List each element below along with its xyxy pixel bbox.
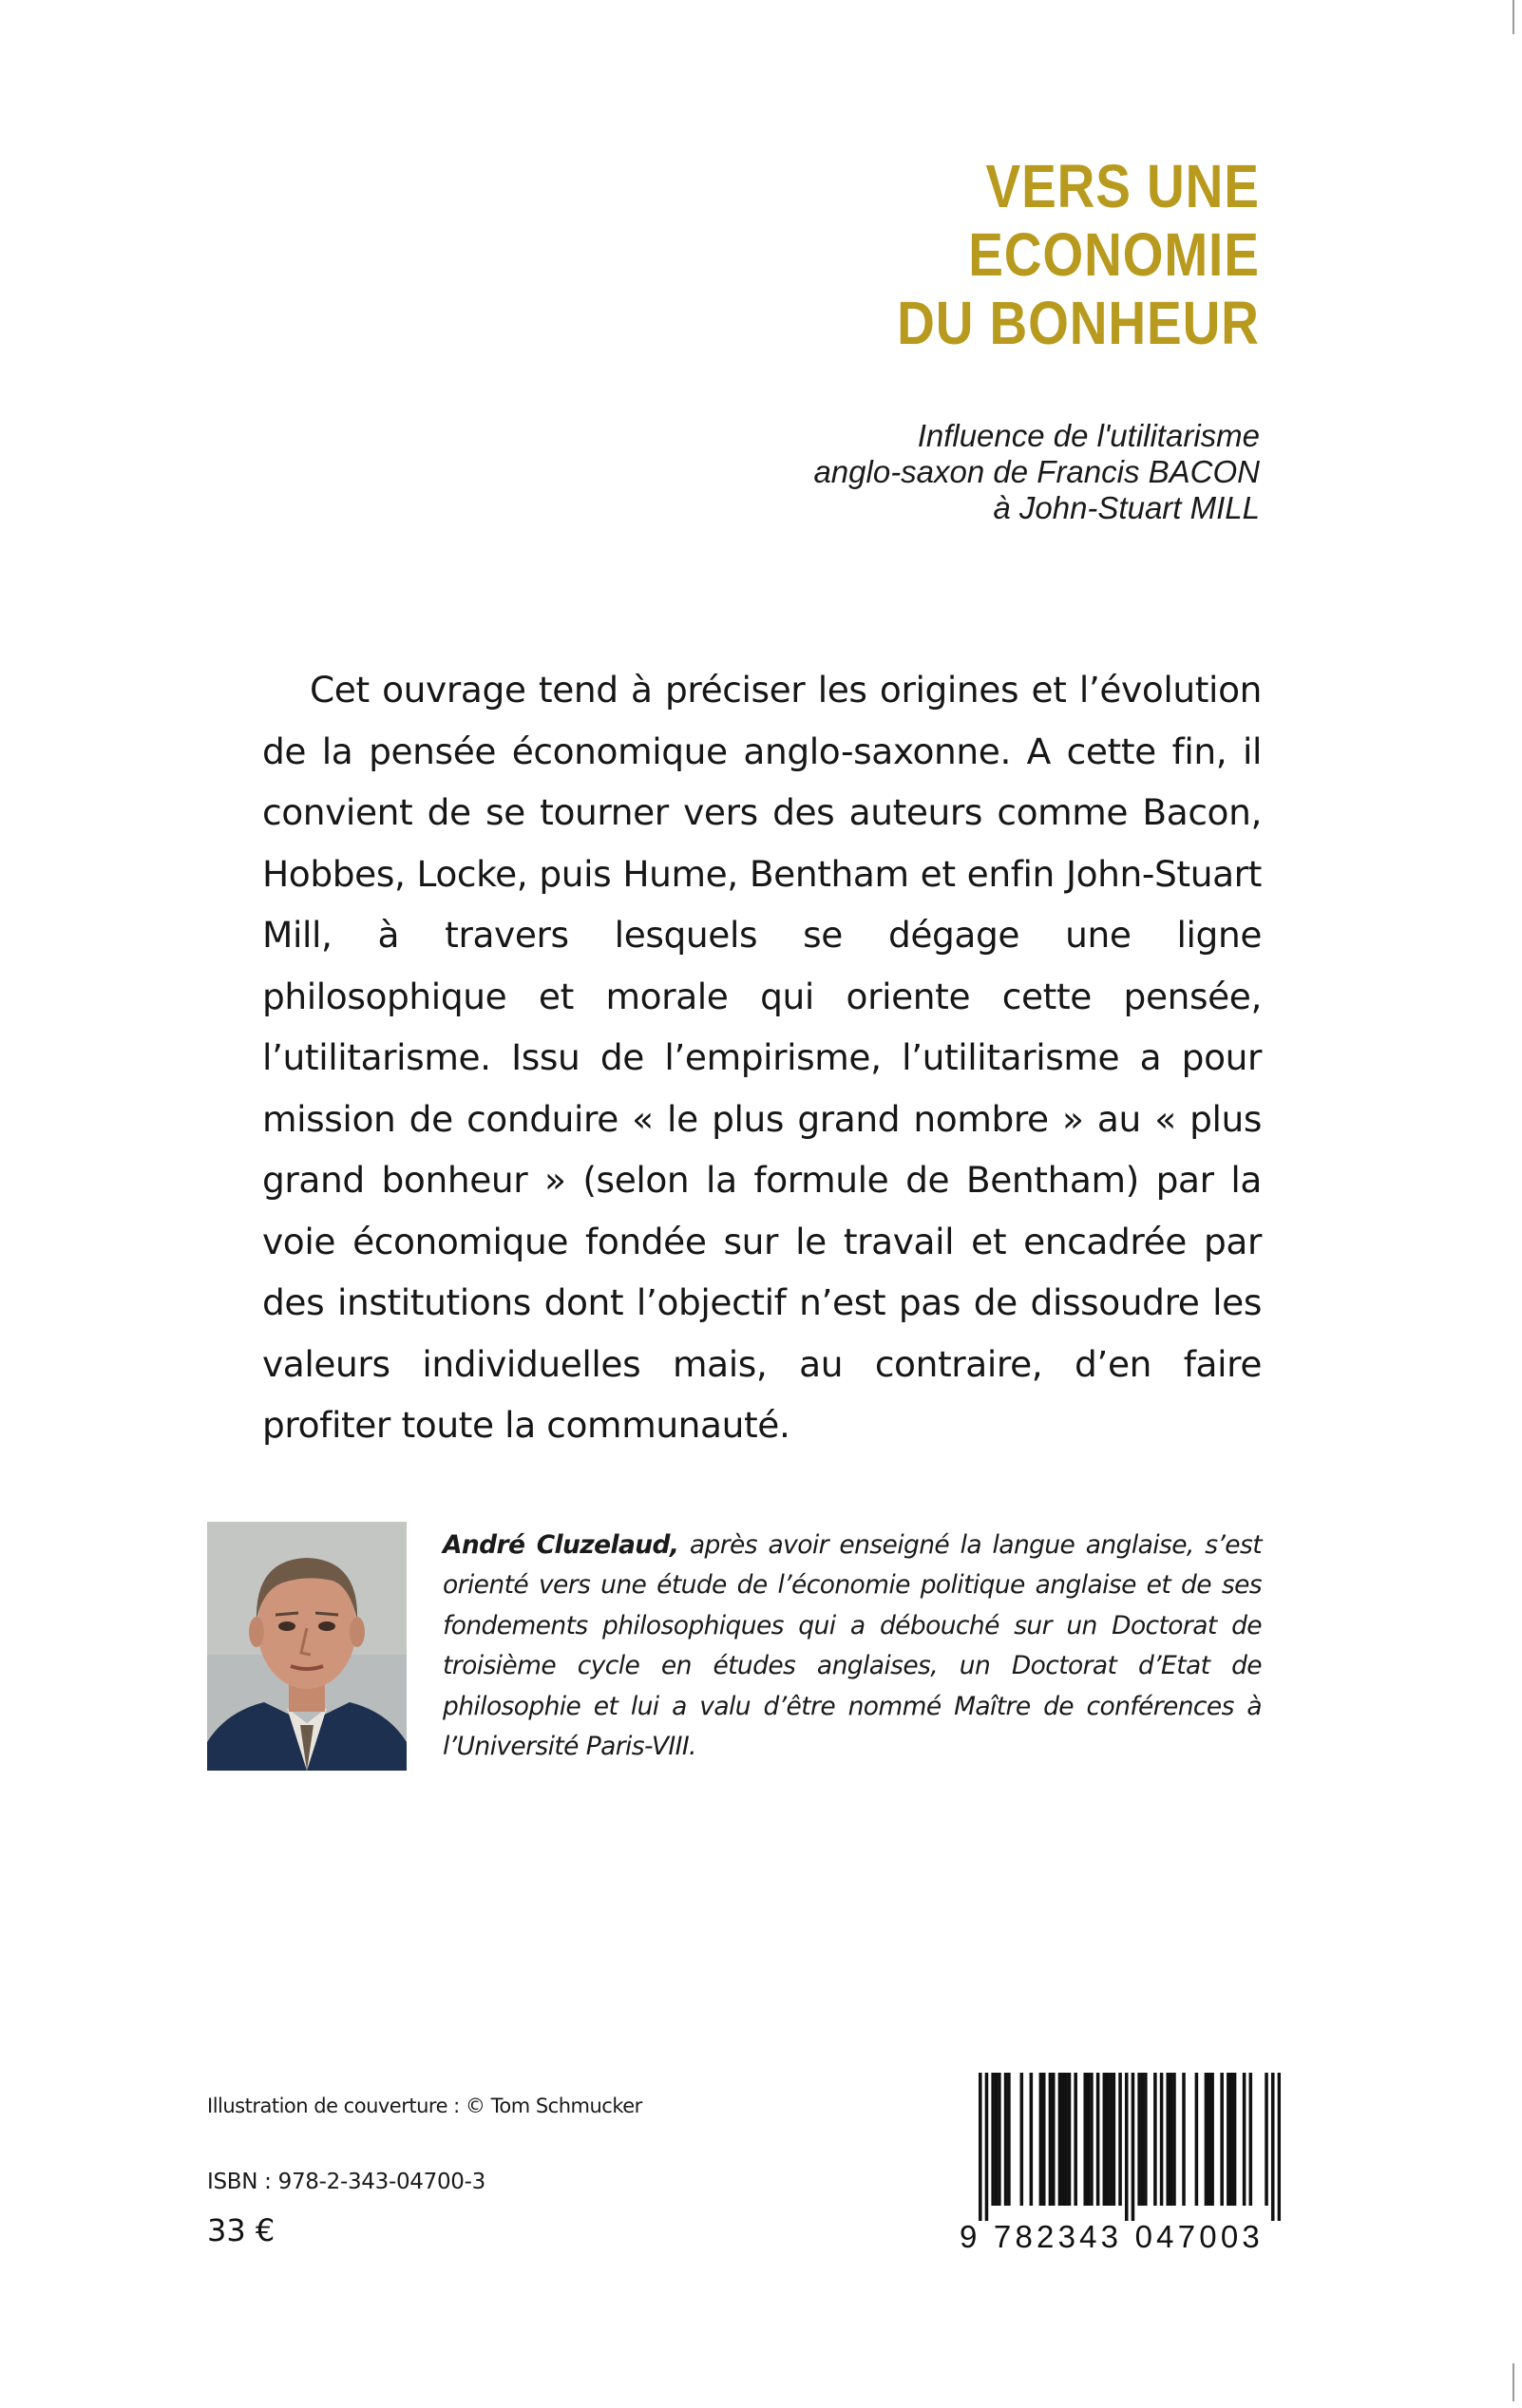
- barcode-bar: [998, 2073, 1001, 2206]
- title-line: VERS UNE: [985, 152, 1260, 220]
- barcode-bar: [1020, 2073, 1024, 2206]
- barcode-bar: [1132, 2073, 1135, 2221]
- barcode-bar: [1195, 2073, 1199, 2206]
- title-line: ECONOMIE: [968, 220, 1260, 289]
- author-bio-text: après avoir enseigné la langue anglaise, s’est orienté vers une étude de l’économie politique anglaise et de ses fondements philosophiques qui a débouché sur un Doctorat de troisième cycle en études anglaises, un Doctorat d’Etat de philosophie et lui a valu d’être nommé Maître de conférences à l’Université Paris-VIII.: [443, 1530, 1262, 1762]
- barcode-bar: [1083, 2073, 1087, 2206]
- barcode-bar: [1166, 2073, 1170, 2206]
- barcode-bar: [1160, 2073, 1164, 2206]
- barcode-bar: [1052, 2073, 1056, 2206]
- subtitle-line: à John-Stuart MILL: [993, 490, 1260, 525]
- barcode-bar: [1106, 2073, 1110, 2206]
- barcode-bar: [1153, 2073, 1157, 2206]
- author-photo: [207, 1522, 407, 1771]
- barcode-bar: [1227, 2073, 1230, 2206]
- author-bio: [443, 1526, 1262, 1767]
- barcode-bar: [1007, 2073, 1011, 2206]
- barcode-bar: [1208, 2073, 1211, 2206]
- barcode-bar: [1243, 2073, 1246, 2206]
- barcode-bar: [1042, 2073, 1046, 2206]
- barcode-bar: [1137, 2073, 1141, 2206]
- barcode-bar: [1172, 2073, 1176, 2206]
- barcode-bar: [1090, 2073, 1094, 2206]
- barcode-bar: [1061, 2073, 1065, 2206]
- author-name: André Cluzelaud,: [443, 1530, 679, 1560]
- subtitle-line: anglo-saxon de Francis BACON: [813, 454, 1260, 489]
- barcode-bar: [1049, 2073, 1053, 2206]
- subtitle-line: Influence de l'utilitarisme: [917, 418, 1260, 453]
- barcode-bar: [979, 2073, 982, 2221]
- barcode-bar: [1109, 2073, 1113, 2206]
- barcode-bar: [1074, 2073, 1077, 2206]
- illustration-credit: Illustration de couverture : © Tom Schmucker: [207, 2095, 642, 2117]
- barcode-bar: [1233, 2073, 1237, 2206]
- book-subtitle: [813, 418, 1260, 526]
- crop-mark-bottom: [1512, 2363, 1514, 2401]
- barcode-bar: [1118, 2073, 1122, 2206]
- barcode-bar: [1271, 2073, 1275, 2221]
- barcode-bar: [1113, 2073, 1116, 2206]
- barcode-bar: [991, 2073, 995, 2206]
- barcode-bar: [1004, 2073, 1008, 2206]
- barcode-bar: [1144, 2073, 1148, 2206]
- barcode: [950, 2033, 1309, 2274]
- barcode-bar: [1103, 2073, 1107, 2206]
- book-blurb: Cet ouvrage tend à préciser les origines et l’évolution de la pensée économique anglo-saxonne. A cette fin, il convient de se tourner vers des auteurs comme Bacon, Hobbes, Locke, puis Hume, Bentham et enfin John-Stuart Mill, à travers lesquels se dégage une ligne philosophique et morale qui oriente cette pensée, l’utilitarisme. Issu de l’empirisme, l’utilitarisme a pour mission de conduire « le plus grand nombre » au « plus grand bonheur » (selon la formule de Bentham) par la voie économique fondée sur le travail et encadrée par des institutions dont l’objectif n’est pas de dissoudre les valeurs individuelles mais, au contraire, d’en faire profiter toute la communauté.: [262, 669, 1262, 1446]
- barcode-bar: [1064, 2073, 1068, 2206]
- barcode-bar: [1030, 2073, 1034, 2206]
- barcode-bars: [979, 2073, 1281, 2221]
- author-portrait-image: [207, 1522, 407, 1771]
- barcode-bar: [995, 2073, 999, 2206]
- barcode-bar: [1170, 2073, 1173, 2206]
- barcode-bar: [1265, 2073, 1268, 2206]
- barcode-bar: [1210, 2073, 1214, 2206]
- barcode-bar: [1096, 2073, 1100, 2206]
- barcode-bar: [1182, 2073, 1186, 2206]
- barcode-bar: [985, 2073, 989, 2221]
- barcode-digits: 9 782343 047003: [960, 2219, 1264, 2254]
- barcode-bar: [1058, 2073, 1062, 2206]
- title-line: DU BONHEUR: [897, 289, 1260, 357]
- barcode-bar: [1087, 2073, 1091, 2206]
- barcode-bar: [1205, 2073, 1208, 2206]
- barcode-bar: [1068, 2073, 1072, 2206]
- crop-mark-top: [1512, 0, 1514, 34]
- barcode-bar: [1249, 2073, 1253, 2206]
- barcode-bar: [1141, 2073, 1145, 2206]
- barcode-bar: [1039, 2073, 1043, 2206]
- barcode-bar: [1229, 2073, 1233, 2206]
- price: 33 €: [207, 2212, 276, 2248]
- isbn-number: ISBN : 978-2-343-04700-3: [207, 2170, 485, 2194]
- book-title: [897, 152, 1260, 357]
- barcode-bar: [1278, 2073, 1281, 2221]
- barcode-bar: [1125, 2073, 1129, 2221]
- barcode-bar: [1220, 2073, 1224, 2206]
